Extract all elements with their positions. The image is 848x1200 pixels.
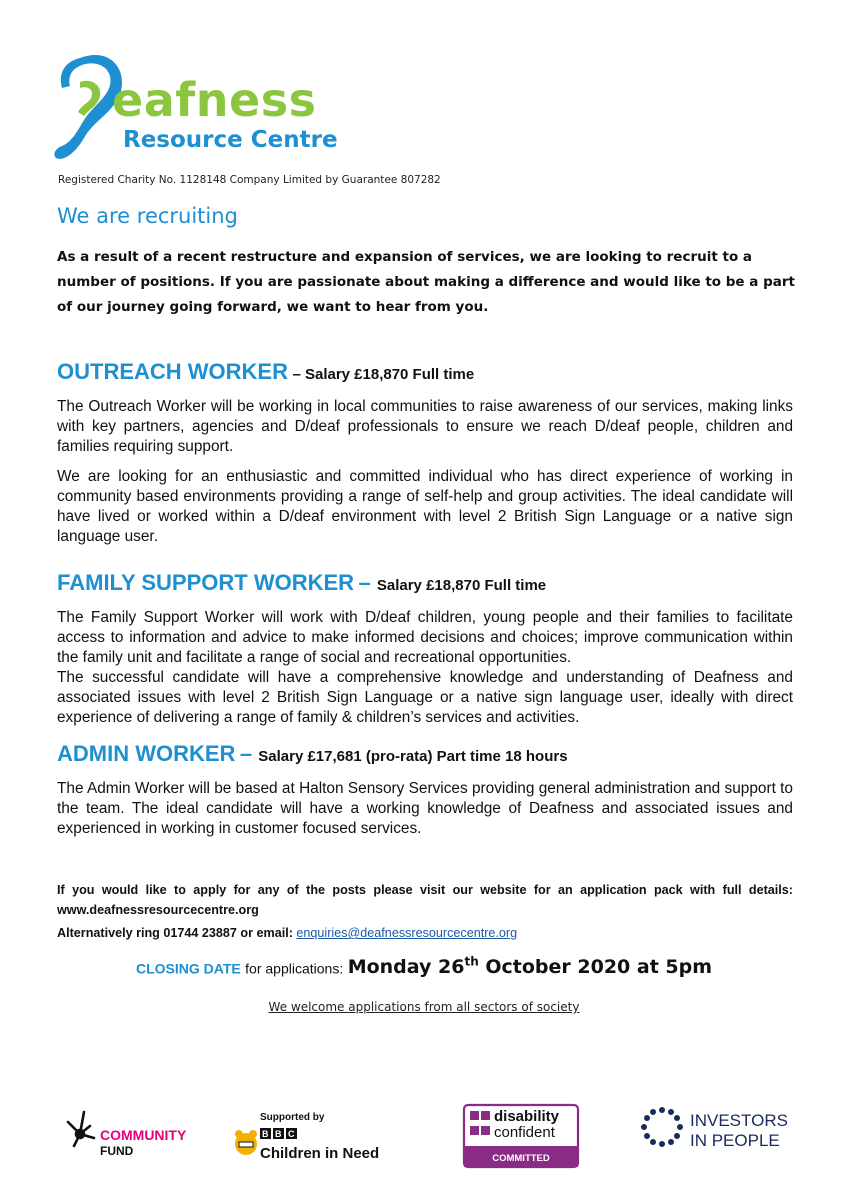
job-family-support-worker: FAMILY SUPPORT WORKER – Salary £18,870 Full time The Family Support Worker will work with D/deaf children, young people and their families to facilitate access to information and advice to make informed decisions and choices; improve communication within the family unit and facilitate a range of social and recreational opportunities. The successful candidate will have a comprehensive knowledge and understanding of Deafness and associated issues with level 2 British Sign Language or a native sign language user, ideally with direct experience of delivering a range of family & children’s services and activities. bbox=[57, 570, 793, 726]
children-in-need-text: Children in Need bbox=[260, 1145, 380, 1162]
svg-text:C: C bbox=[288, 1129, 295, 1139]
supported-by-text: Supported by bbox=[260, 1112, 325, 1123]
job-salary: Salary £17,681 (pro-rata) Part time 18 hours bbox=[258, 748, 568, 765]
job-salary: Salary £18,870 Full time bbox=[376, 577, 547, 594]
intro-text: As a result of a recent restructure and expansion of services, we are looking to recruit to a number of positions. If you are passionate about making a difference and would like to be a part of our journey going forward, we want to hear from you. bbox=[57, 249, 795, 315]
closing-label: CLOSING DATE bbox=[135, 960, 241, 977]
job-description: The successful candidate will have a comprehensive knowledge and understanding of Deafness and associated issues with level 2 British Sign Language or a native sign language user, ideally with direct experience of delivering a range of family & children’s services and activities. bbox=[57, 669, 793, 726]
closing-for-text: for applications: bbox=[245, 960, 344, 977]
email-link[interactable]: enquiries@deafnessresourcecentre.org bbox=[296, 926, 518, 940]
job-salary: Salary £18,870 Full time bbox=[304, 366, 475, 383]
job-description: The Outreach Worker will be working in local communities to raise awareness of our services, making links with key partners, agencies and D/deaf professionals to ensure we reach D/deaf people, children and families requiring support. bbox=[57, 398, 793, 455]
investors-text: INVESTORS bbox=[690, 1111, 788, 1130]
job-outreach-worker: OUTREACH WORKER – Salary £18,870 Full time The Outreach Worker will be working in local communities to raise awareness of our services, making links with key partners, agencies and D/deaf professionals to ensure we reach D/deaf people, children and families requiring support. We are looking for an enthusiastic and committed individual who has direct experience of working in community based environments providing a range of self-help and group activities. The ideal candidate will have lived or worked within a D/deaf environment with level 2 British Sign Language or a native sign language user. bbox=[57, 359, 793, 545]
job-admin-worker: ADMIN WORKER – Salary £17,681 (pro-rata) Part time 18 hours The Admin Worker will be based at Halton Sensory Services providing general administration and support to the team. The ideal candidate will have a working knowledge of Deafness and associated issues and experienced in working in customer focused services. bbox=[57, 741, 793, 837]
job-description: We are looking for an enthusiastic and committed individual who has direct experience of working in community based environments providing a range of self-help and group activities. The ideal candidate will have lived or worked within a D/deaf environment with level 2 British Sign Language or a native sign language user. bbox=[57, 468, 793, 545]
svg-text:B: B bbox=[275, 1129, 282, 1139]
community-fund-word-1: COMMUNITY bbox=[100, 1127, 187, 1143]
closing-date bbox=[0, 955, 848, 978]
charity-registration: Registered Charity No. 1128148 Company Limited by Guarantee 807282 bbox=[58, 174, 441, 186]
svg-text:B: B bbox=[262, 1129, 269, 1139]
community-fund-logo bbox=[60, 1100, 190, 1170]
job-description: The Admin Worker will be based at Halton Sensory Services providing general administration and support to the team. The ideal candidate will have a working knowledge of Deafness and associated issues and experienced in working in customer focused services. bbox=[57, 780, 793, 837]
children-in-need-logo bbox=[230, 1100, 400, 1170]
in-people-text: IN PEOPLE bbox=[690, 1131, 780, 1150]
closing-date-value: Monday 26th October 2020 at 5pm bbox=[347, 955, 713, 979]
logo-subtitle: Resource Centre bbox=[123, 127, 338, 153]
job-title: ADMIN WORKER bbox=[57, 741, 236, 766]
job-description: The Family Support Worker will work with D/deaf children, young people and their families to facilitate access to information and advice to make informed decisions and choices; improve communication within the family unit and facilitate a range of social and recreational opportunities. bbox=[57, 609, 793, 666]
organisation-logo bbox=[50, 50, 370, 168]
page-heading: We are recruiting bbox=[57, 204, 238, 228]
job-title: OUTREACH WORKER bbox=[57, 359, 288, 384]
committed-text: COMMITTED bbox=[492, 1153, 550, 1164]
logo-wordmark: eafness bbox=[112, 73, 317, 127]
contact-phone-text: Alternatively ring 01744 23887 or email: bbox=[57, 926, 293, 940]
community-fund-word-2: FUND bbox=[100, 1144, 134, 1158]
equal-opportunities-note: We welcome applications from all sectors of society bbox=[268, 1000, 580, 1014]
confident-text: confident bbox=[494, 1124, 555, 1141]
contact-line bbox=[57, 926, 517, 940]
disability-text: disability bbox=[494, 1108, 560, 1125]
job-title: FAMILY SUPPORT WORKER bbox=[57, 570, 355, 595]
investors-in-people-logo bbox=[640, 1100, 800, 1170]
apply-instructions: If you would like to apply for any of the posts please visit our website for an application pack with full details: www.deafnessresourcecentre.org bbox=[57, 883, 793, 917]
disability-confident-logo bbox=[462, 1100, 580, 1170]
